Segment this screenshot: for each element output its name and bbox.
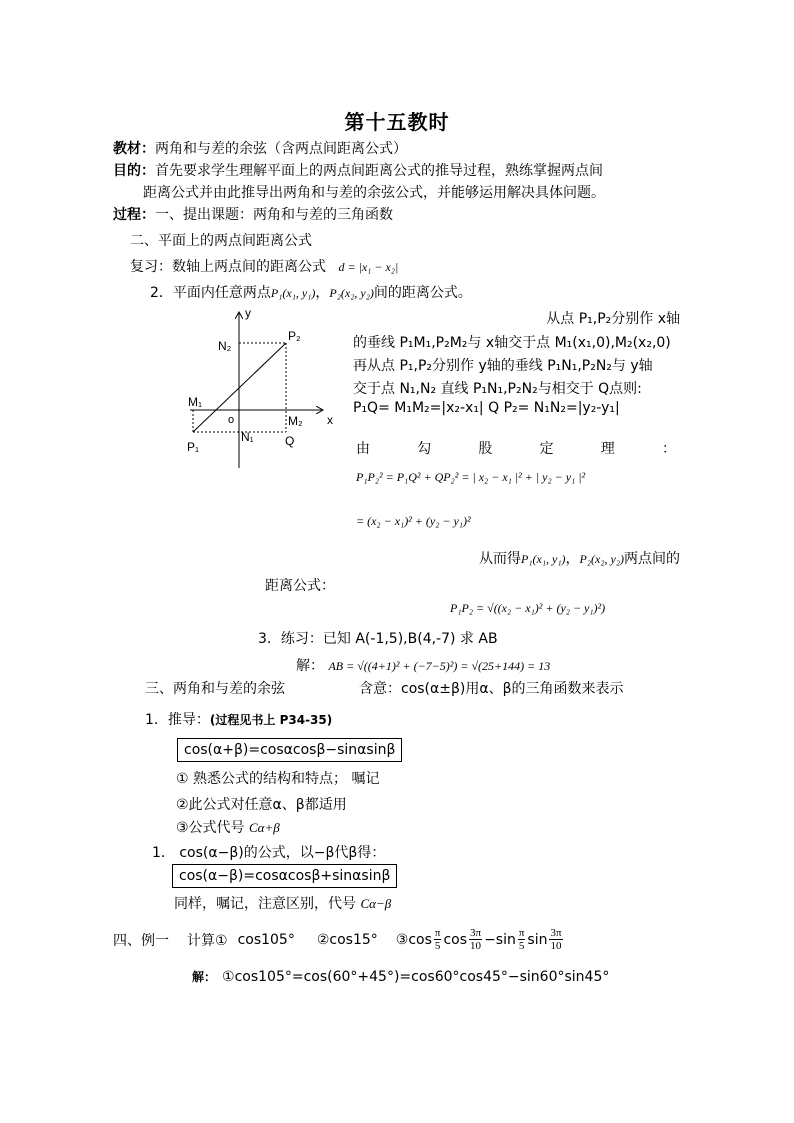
fraction-denominator: 5 xyxy=(518,940,525,952)
pythagoras-char: 理 xyxy=(600,441,615,457)
m1-label: M₁ xyxy=(188,395,203,409)
example-solution-label: 解： xyxy=(192,970,217,984)
y-label: y xyxy=(245,306,251,320)
formula-cos-diff: cos(α−β)=cosαcosβ+sinαsinβ xyxy=(172,864,397,888)
thus-p1: P₁(x₁, y₁) xyxy=(521,552,566,566)
derive-label: 1．推导： xyxy=(145,712,210,728)
fraction-pi-5 xyxy=(518,927,526,952)
review-formula: d = |x₁ − x₂| xyxy=(338,260,399,274)
item2-p1: P₁(x₁, y₁) xyxy=(270,286,316,300)
guocheng-label: 过程： xyxy=(113,207,155,223)
desc-line-1: 从点 P₁,P₂分别作 x轴 xyxy=(546,311,680,327)
distance-label: 距离公式： xyxy=(265,578,335,594)
note-1: ① 熟悉公式的结构和特点； 嘱记 xyxy=(176,771,380,787)
fraction-denominator: 5 xyxy=(434,940,441,952)
note-3 xyxy=(176,817,280,837)
fraction-denominator: 10 xyxy=(550,940,562,952)
jiaocai-line xyxy=(113,138,407,158)
jiaocai-label: 教材： xyxy=(113,141,155,157)
derive-line xyxy=(145,709,332,729)
example-q2: ②cos15° xyxy=(316,931,378,948)
item2-sep: ， xyxy=(315,285,330,301)
pythagoras-char: 勾 xyxy=(417,441,432,457)
same-line xyxy=(174,893,391,913)
p1-label: P₁ xyxy=(187,440,200,454)
same-prefix: 同样，嘱记，注意区别，代号 xyxy=(174,896,356,912)
mudi-text-1: 首先要求学生理解平面上的两点间距离公式的推导过程，熟练掌握两点间 xyxy=(155,163,603,179)
mudi-line-1 xyxy=(113,160,603,180)
desc-line-5: P₁Q= M₁M₂=|x₂-x₁| Q P₂= N₁N₂=|y₂-y₁| xyxy=(353,400,620,416)
example-q1: cos105° xyxy=(237,931,295,948)
review-line xyxy=(130,256,398,276)
solution-formula: AB = √((4+1)² + (−7−5)²) = √(25+144) = 13 xyxy=(328,659,551,673)
thus-suffix: 两点间的 xyxy=(624,551,680,567)
jiaocai-text: 两角和与差的余弦（含两点间距离公式） xyxy=(155,141,407,157)
desc-line-4: 交于点 N₁,N₂ 直线 P₁N₁,P₂N₂与相交于 Q点则: xyxy=(353,381,642,397)
desc-line-2: 的垂线 P₁M₁,P₂M₂与 x轴交于点 M₁(x₁,0),M₂(x₂,0) xyxy=(353,335,671,351)
example-solution xyxy=(192,968,609,985)
sin-word: sin xyxy=(527,931,548,948)
m2-label: M₂ xyxy=(288,414,303,428)
section3-meaning: 含意：cos(α±β)用α、β的三角函数来表示 xyxy=(359,681,624,697)
mudi-line-2: 距离公式并由此推导出两角和与差的余弦公式，并能够运用解决具体问题。 xyxy=(143,185,605,201)
item-1-minus: 1． cos(α−β)的公式，以−β代β得： xyxy=(152,845,386,861)
thus-sep: ， xyxy=(565,551,580,567)
example-line xyxy=(113,927,565,952)
coordinate-figure xyxy=(170,305,345,475)
x-label: x xyxy=(327,413,333,427)
pythagoras-char: 定 xyxy=(539,441,554,457)
n2-label: N₂ xyxy=(218,339,232,353)
thus-line xyxy=(479,548,680,568)
mudi-label: 目的： xyxy=(113,163,155,179)
pythagoras-char: ： xyxy=(661,441,676,457)
pythagoras-line xyxy=(356,438,676,458)
example-q3-prefix: ③cos xyxy=(395,931,432,948)
derive-note: (过程见书上 P34-35) xyxy=(209,713,333,727)
guocheng-text: 一、提出课题：两角和与差的三角函数 xyxy=(155,207,393,223)
n1-label: N₁ xyxy=(241,430,254,444)
item2-suffix: 间的距离公式。 xyxy=(373,285,472,301)
fraction-numerator: π xyxy=(434,927,441,939)
example-heading: 四、例一 xyxy=(113,932,169,949)
page-title: 第十五教时 xyxy=(344,110,450,134)
fraction-3pi-10 xyxy=(549,927,562,952)
distance-formula: P₁P₂ = √((x₂ − x₁)² + (y₂ − y₁)²) xyxy=(450,601,606,615)
q-label: Q xyxy=(285,434,295,448)
fraction-numerator: 3π xyxy=(470,927,482,939)
pythagoras-char: 由 xyxy=(356,441,370,457)
exercise-3: 3．练习：已知 A(-1,5),B(4,-7) 求 AB xyxy=(258,631,498,647)
section2-heading: 二、平面上的两点间距离公式 xyxy=(130,233,312,249)
formula-cos-sum: cos(α+β)=cosαcosβ−sinαsinβ xyxy=(177,738,402,762)
thus-p2: P₂(x₂, y₂) xyxy=(579,552,624,566)
origin-label: o xyxy=(228,414,235,426)
solution-line xyxy=(296,655,550,675)
equation-1: P₁P₂² = P₁Q² + QP₂² = | x₂ − x₁ |² + | y₂ − y₁ |² xyxy=(356,470,586,484)
pythagoras-char: 股 xyxy=(478,441,493,457)
sin-word: sin xyxy=(495,931,516,948)
item2-p2: P₂(x₂, y₂) xyxy=(329,286,374,300)
cos-word: cos xyxy=(443,931,467,948)
section3-heading: 三、两角和与差的余弦 xyxy=(145,681,285,697)
fraction-numerator: 3π xyxy=(550,927,562,939)
note-3-code: Cα+β xyxy=(249,820,280,835)
same-code: Cα−β xyxy=(360,896,392,911)
fraction-denominator: 10 xyxy=(470,940,482,952)
review-text: 复习：数轴上两点间的距离公式 xyxy=(130,259,326,275)
fraction-3pi-10 xyxy=(469,927,482,952)
desc-line-3: 再从点 P₁,P₂分别作 y轴的垂线 P₁N₁,P₂N₂与 y轴 xyxy=(353,358,653,374)
item2-line xyxy=(150,282,472,302)
example-calc: 计算① xyxy=(187,932,228,949)
item2-prefix: 2．平面内任意两点 xyxy=(150,285,271,301)
minus-sign: − xyxy=(484,931,496,948)
note-2: ②此公式对任意α、β都适用 xyxy=(176,797,347,813)
equation-2: = (x₂ − x₁)² + (y₂ − y₁)² xyxy=(356,514,471,528)
fraction-numerator: π xyxy=(518,927,525,939)
guocheng-line xyxy=(113,204,393,224)
solution-label: 解： xyxy=(296,658,324,674)
note-3-prefix: ③公式代号 xyxy=(176,820,245,836)
p2-label: P₂ xyxy=(288,329,301,343)
example-solution-text: ①cos105°=cos(60°+45°)=cos60°cos45°−sin60°sin45° xyxy=(222,969,610,985)
thus-prefix: 从而得 xyxy=(479,551,521,567)
fraction-pi-5 xyxy=(434,927,442,952)
